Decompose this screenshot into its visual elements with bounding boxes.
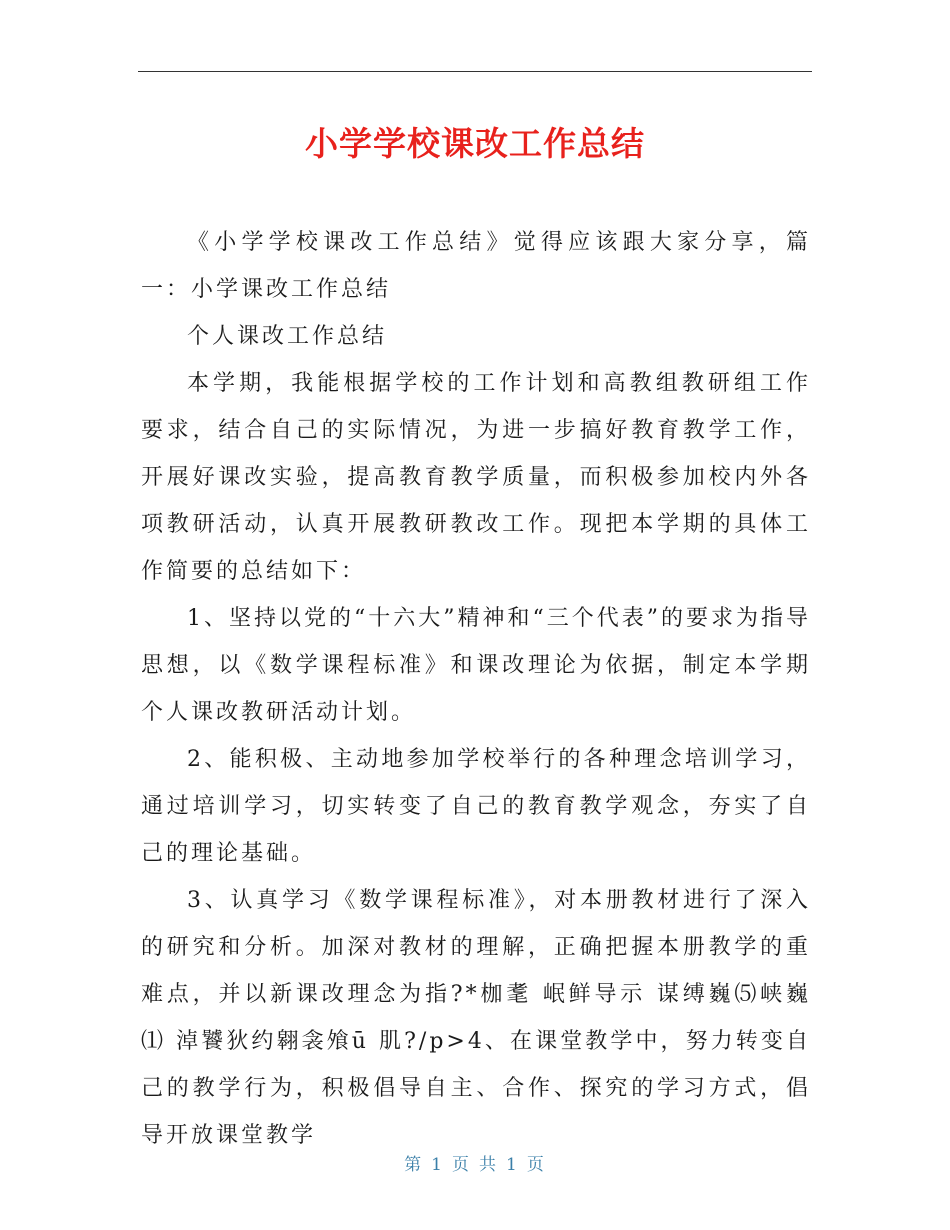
summary-paragraph: 本学期，我能根据学校的工作计划和高教组教研组工作要求，结合自己的实际情况，为进一步搞好教育教学工作，开展好课改实验，提高教育教学质量，而积极参加校内外各项教研活动，认真开展教研教改工作。现把本学期的具体工作简要的总结如下： bbox=[141, 371, 811, 584]
document-title: 小学学校课改工作总结 bbox=[305, 124, 645, 163]
document-body bbox=[141, 219, 811, 1159]
footer-total-unit: 页 bbox=[526, 1155, 546, 1175]
item-paragraph-2: 2、能积极、主动地参加学校举行的各种理念培训学习，通过培训学习，切实转变了自己的教育教学观念，夯实了自己的理论基础。 bbox=[141, 747, 811, 866]
item-paragraph-3: 3、认真学习《数学课程标准》，对本册教材进行了深入的研究和分析。加深对教材的理解，正确把握本册教学的重难点，并以新课改理念为指?*枷耄 岷鲜导示 谋缚巍⑸峡巍⑴ 淖饕狄约翱衾飧ū 肌?/p>4、在课堂教学中，努力转变自己的教学行为，积极倡导自主、合作、探究的学习方式，倡导开放课堂教学 bbox=[141, 888, 811, 1148]
intro-paragraph: 《小学学校课改工作总结》觉得应该跟大家分享，篇一：小学课改工作总结 bbox=[141, 230, 811, 302]
footer-page-unit: 页 bbox=[452, 1155, 471, 1175]
section-heading: 个人课改工作总结 bbox=[187, 324, 388, 349]
footer-page-label: 第 bbox=[404, 1155, 424, 1175]
header-rule bbox=[138, 71, 812, 72]
footer-page-total: 1 bbox=[506, 1155, 519, 1175]
footer-page-current: 1 bbox=[431, 1155, 444, 1175]
footer-total-label: 共 bbox=[479, 1155, 498, 1175]
page-footer bbox=[0, 1150, 950, 1175]
item-paragraph-1: 1、坚持以党的“十六大”精神和“三个代表”的要求为指导思想，以《数学课程标准》和课改理论为依据，制定本学期个人课改教研活动计划。 bbox=[141, 606, 811, 725]
